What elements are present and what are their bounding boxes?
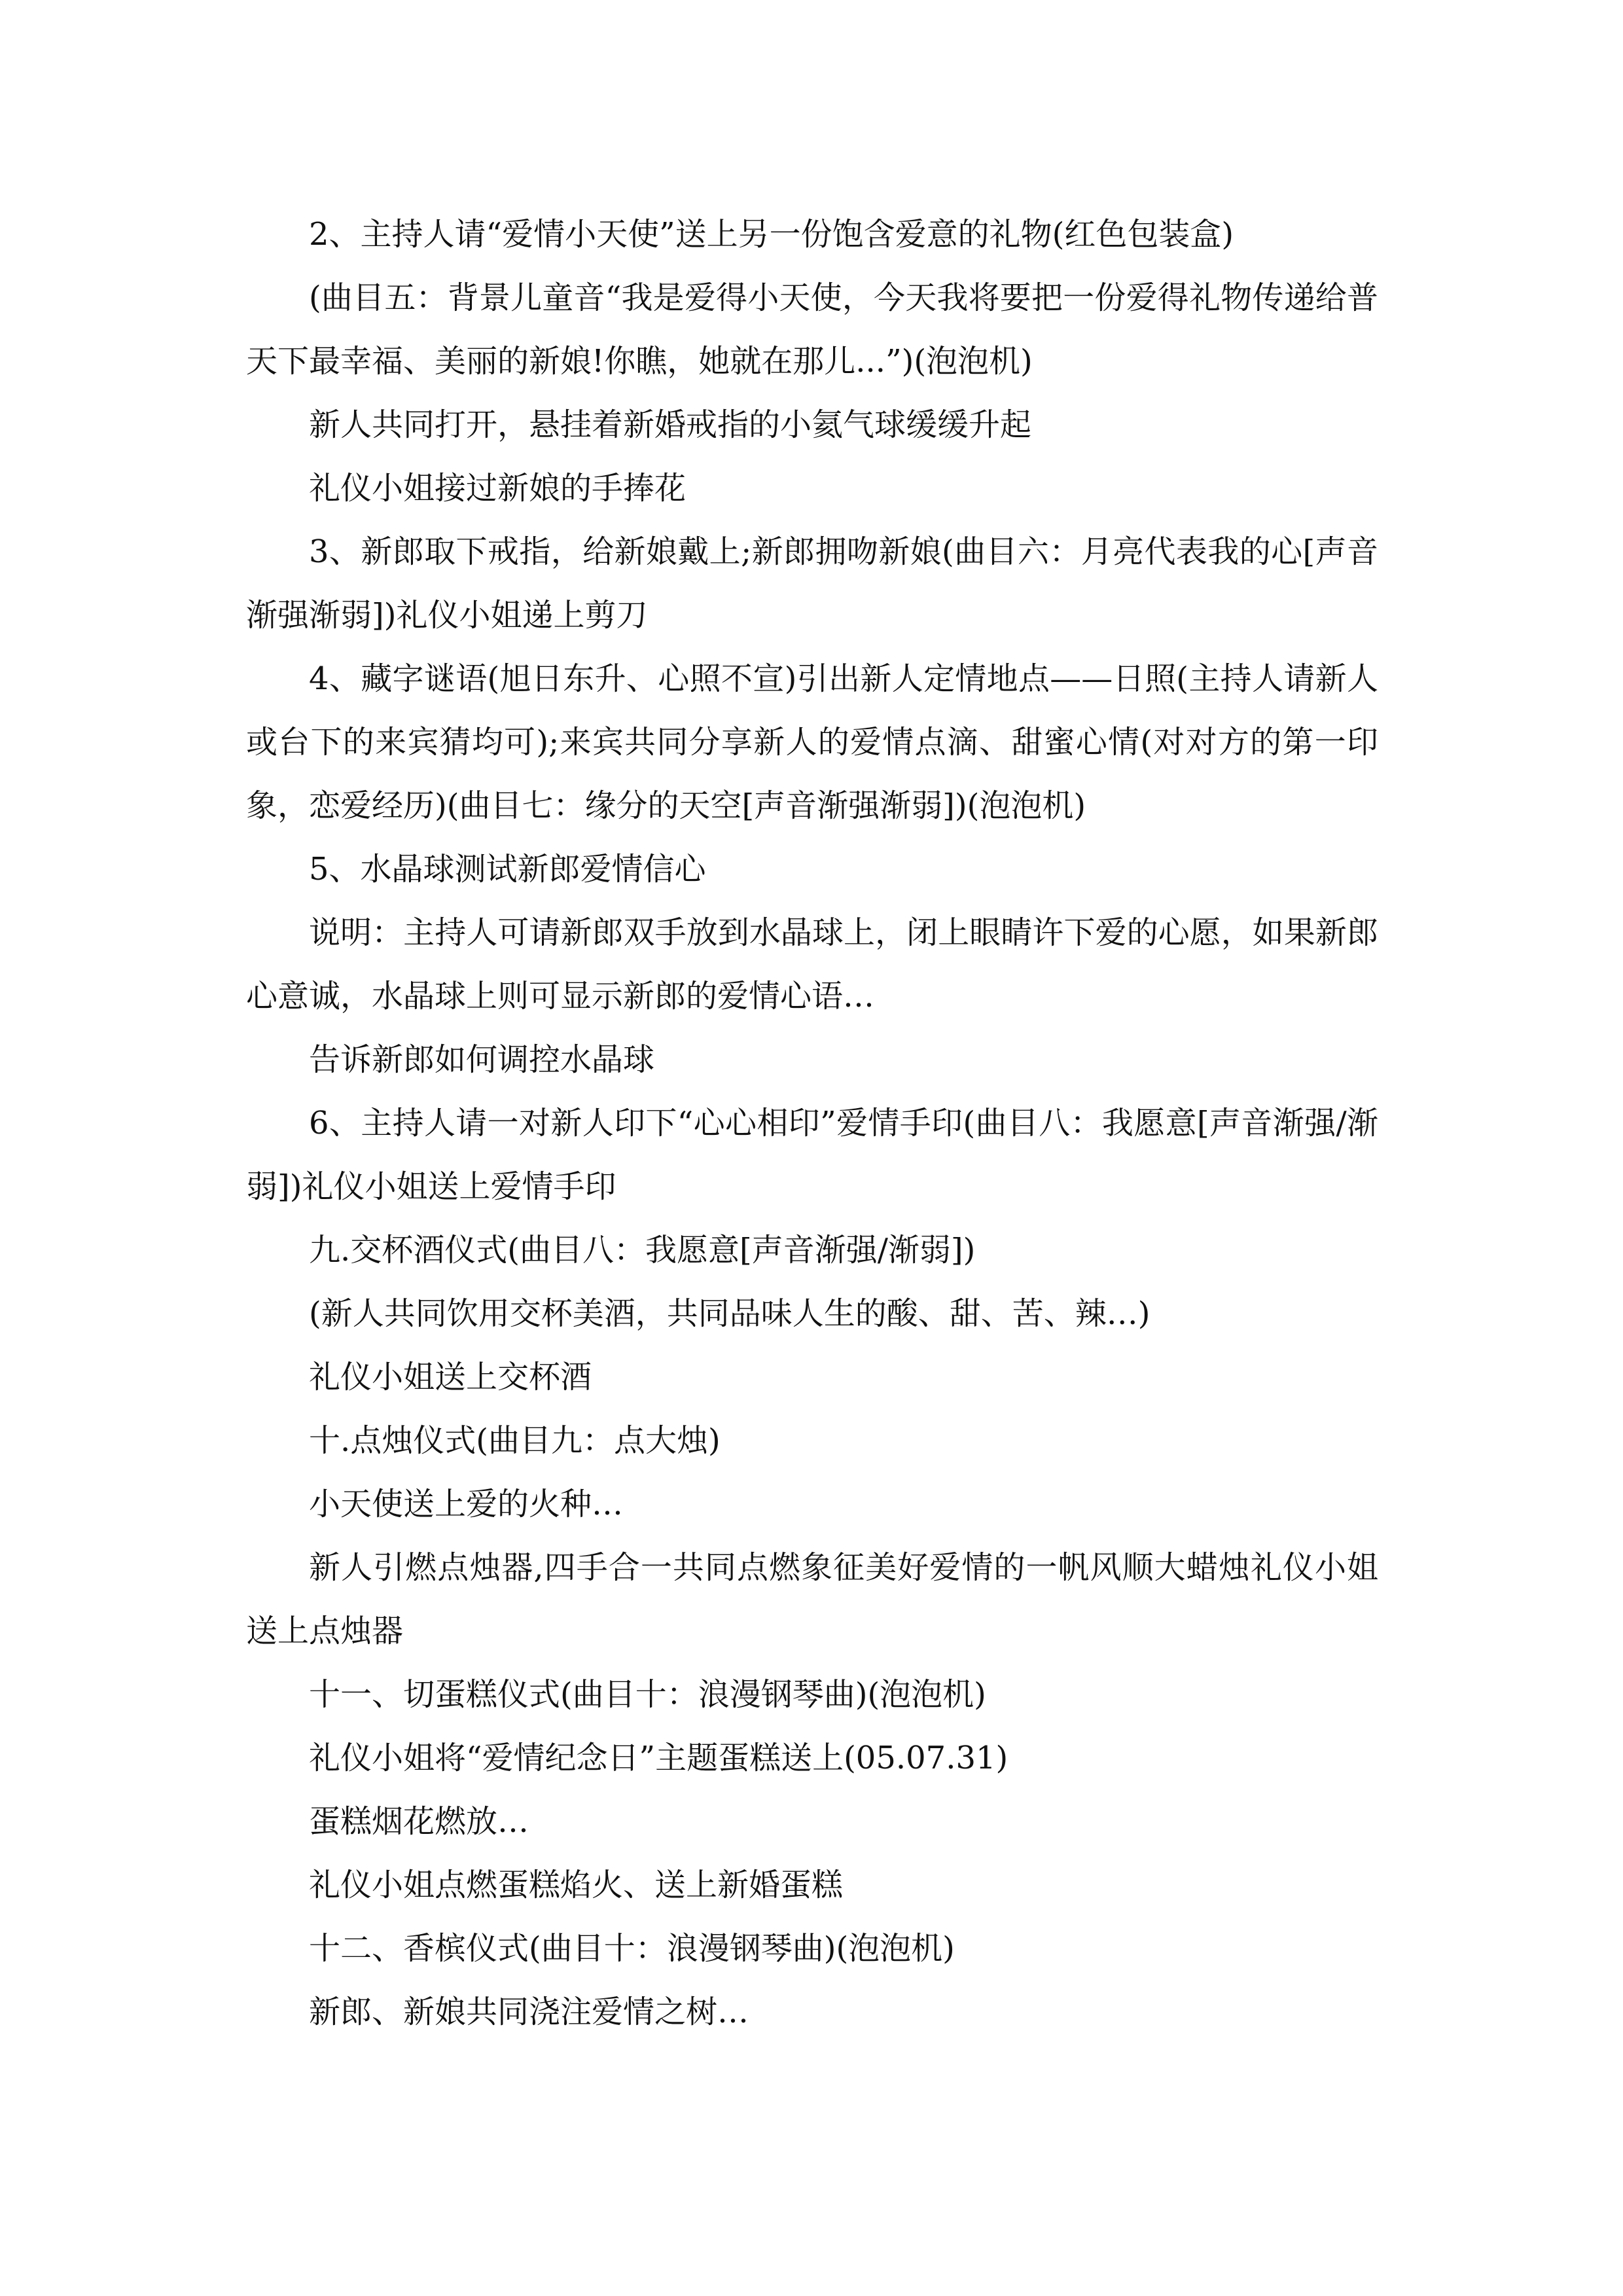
paragraph: 2、主持人请“爱情小天使”送上另一份饱含爱意的礼物(红色包装盒) bbox=[309, 216, 1234, 253]
paragraph: 蛋糕烟花燃放… bbox=[309, 1803, 529, 1840]
document-body bbox=[246, 203, 1378, 2044]
paragraph: 九.交杯酒仪式(曲目八：我愿意[声音渐强/渐弱]) bbox=[309, 1232, 976, 1268]
paragraph: 礼仪小姐接过新娘的手捧花 bbox=[309, 470, 687, 507]
paragraph: (曲目五：背景儿童音“我是爱得小天使，今天我将要把一份爱得礼物传递给普天下最幸福、美丽的新娘!你瞧，她就在那儿...”)(泡泡机) bbox=[246, 279, 1378, 380]
paragraph: 十二、香槟仪式(曲目十：浪漫钢琴曲)(泡泡机) bbox=[309, 1930, 955, 1967]
paragraph: (新人共同饮用交杯美酒，共同品味人生的酸、甜、苦、辣…) bbox=[309, 1295, 1150, 1332]
paragraph: 新人引燃点烛器,四手合一共同点燃象征美好爱情的一帆风顺大蜡烛礼仪小姐送上点烛器 bbox=[246, 1549, 1378, 1649]
paragraph: 3、新郎取下戒指，给新娘戴上;新郎拥吻新娘(曲目六：月亮代表我的心[声音渐强渐弱])礼仪小姐递上剪刀 bbox=[246, 533, 1378, 634]
paragraph: 十一、切蛋糕仪式(曲目十：浪漫钢琴曲)(泡泡机) bbox=[309, 1676, 986, 1713]
paragraph: 6、主持人请一对新人印下“心心相印”爱情手印(曲目八：我愿意[声音渐强/渐弱])礼仪小姐送上爱情手印 bbox=[246, 1105, 1378, 1205]
paragraph: 告诉新郎如何调控水晶球 bbox=[309, 1041, 655, 1078]
paragraph: 新郎、新娘共同浇注爱情之树… bbox=[309, 1994, 749, 2030]
paragraph: 礼仪小姐将“爱情纪念日”主题蛋糕送上(05.07.31) bbox=[309, 1740, 1008, 1776]
paragraph: 说明：主持人可请新郎双手放到水晶球上，闭上眼睛许下爱的心愿，如果新郎心意诚，水晶球上则可显示新郎的爱情心语… bbox=[246, 914, 1378, 1014]
paragraph: 礼仪小姐送上交杯酒 bbox=[309, 1359, 592, 1395]
paragraph: 5、水晶球测试新郎爱情信心 bbox=[309, 851, 706, 888]
paragraph: 小天使送上爱的火种… bbox=[309, 1486, 624, 1522]
paragraph: 十.点烛仪式(曲目九：点大烛) bbox=[309, 1422, 721, 1459]
paragraph: 新人共同打开，悬挂着新婚戒指的小氦气球缓缓升起 bbox=[309, 406, 1032, 443]
paragraph: 4、藏字谜语(旭日东升、心照不宣)引出新人定情地点——日照(主持人请新人或台下的来宾猜均可);来宾共同分享新人的爱情点滴、甜蜜心情(对对方的第一印象，恋爱经历)(曲目七：缘分的天空[声音渐强渐弱])(泡泡机) bbox=[246, 660, 1378, 824]
paragraph: 礼仪小姐点燃蛋糕焰火、送上新婚蛋糕 bbox=[309, 1867, 844, 1903]
